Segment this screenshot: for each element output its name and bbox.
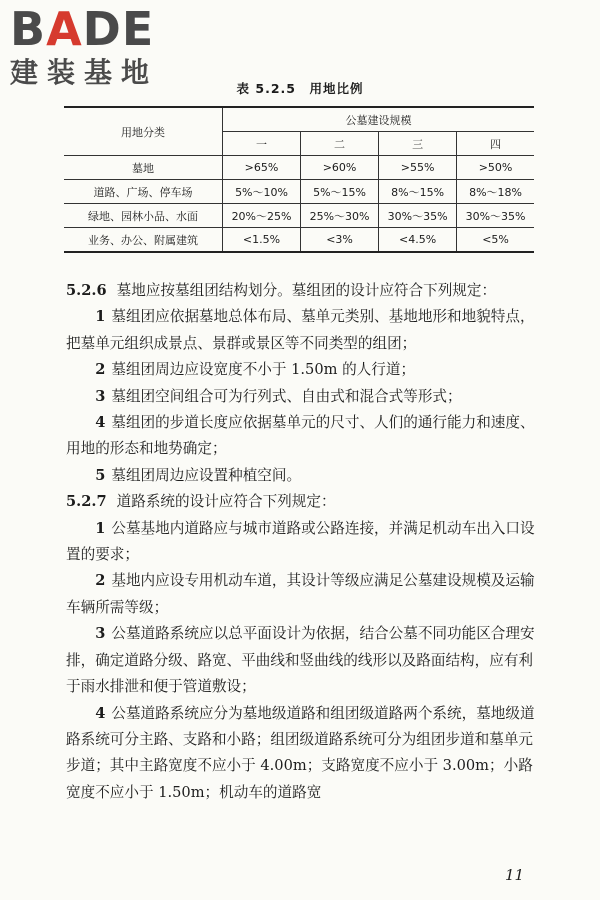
clause-item: 2 墓组团周边应设宽度不小于 1.50m 的人行道； (95, 361, 416, 379)
land-use-table (64, 106, 534, 253)
table-row (64, 180, 534, 204)
clause-item: 3 墓组团空间组合可为行列式、自由式和混合式等形式； (95, 387, 462, 405)
table-cell: >65% (223, 156, 301, 180)
logo-wordmark: BADE (10, 2, 155, 56)
scale-level: 一 (223, 132, 301, 156)
header-scale: 公墓建设规模 (223, 107, 535, 132)
scale-level: 二 (301, 132, 379, 156)
clause-item: 5 墓组团周边应设置种植空间。 (95, 466, 302, 484)
table-row (64, 156, 534, 180)
table-cell: <3% (301, 228, 379, 253)
row-category: 业务、办公、附属建筑 (64, 228, 223, 253)
table-title: 表 5.2.5 用地比例 (236, 81, 364, 96)
table-cell: 25%～30% (301, 204, 379, 228)
table-cell: <5% (457, 228, 534, 253)
clause-item: 1 公墓基地内道路应与城市道路或公路连接，并满足机动车出入口设置的要求； (66, 519, 535, 564)
table-row (64, 204, 534, 228)
clause-title: 道路系统的设计应符合下列规定： (116, 493, 336, 511)
table-cell: >60% (301, 156, 379, 180)
row-category: 道路、广场、停车场 (64, 180, 223, 204)
clause-item: 3 公墓道路系统应以总平面设计为依据，结合公墓不同功能区合理安排，确定道路分级、路宽、平曲线和竖曲线的线形以及路面结构，应有利于雨水排泄和便于管道敷设； (66, 625, 535, 696)
clause-title: 墓地应按墓组团结构划分。墓组团的设计应符合下列规定： (116, 282, 497, 299)
header-category: 用地分类 (64, 107, 223, 156)
clause-item: 4 墓组团的步道长度应依据墓单元的尺寸、人们的通行能力和速度、用地的形态和地势确定； (66, 414, 535, 458)
clause-number: 5.2.7 (66, 493, 107, 511)
clause-heading (66, 489, 542, 515)
clause-item: 2 基地内应设专用机动车道，其设计等级应满足公墓建设规模及运输车辆所需等级； (66, 572, 535, 616)
row-category: 绿地、园林小品、水面 (64, 204, 223, 228)
table-cell: <4.5% (379, 228, 457, 253)
clause-item: 1 墓组团应依据墓地总体布局、墓单元类别、基地地形和地貌特点，把墓单元组织成景点、景群或景区等不同类型的组团； (66, 308, 535, 352)
scale-level: 三 (379, 132, 457, 156)
logo (10, 2, 190, 89)
table-cell: 30%～35% (379, 204, 457, 228)
scale-level: 四 (457, 132, 534, 156)
body-text (66, 278, 542, 806)
page-number: 11 (505, 866, 525, 884)
table-cell: <1.5% (223, 228, 301, 253)
table-cell: 8%～15% (379, 180, 457, 204)
clause-heading (66, 278, 542, 304)
logo-subtitle: 建装基地 (10, 56, 159, 89)
table-cell: >50% (457, 156, 534, 180)
table-cell: 8%～18% (457, 180, 534, 204)
clause-number: 5.2.6 (66, 282, 107, 299)
row-category: 墓地 (64, 156, 223, 180)
table-header-row (64, 107, 534, 132)
table-cell: 5%～15% (301, 180, 379, 204)
table-cell: 30%～35% (457, 204, 534, 228)
table-cell: 20%～25% (223, 204, 301, 228)
table-cell: 5%～10% (223, 180, 301, 204)
table-row (64, 228, 534, 253)
clause-item: 4 公墓道路系统应分为墓地级道路和组团级道路两个系统，墓地级道路系统可分主路、支路和小路；组团级道路系统可分为组团步道和墓单元步道；其中主路宽度不应小于 4.00m；支路宽度不应小于 3.00m；小路宽度不应小于 1.50m；机动车的道路宽 (66, 704, 535, 801)
table-cell: >55% (379, 156, 457, 180)
